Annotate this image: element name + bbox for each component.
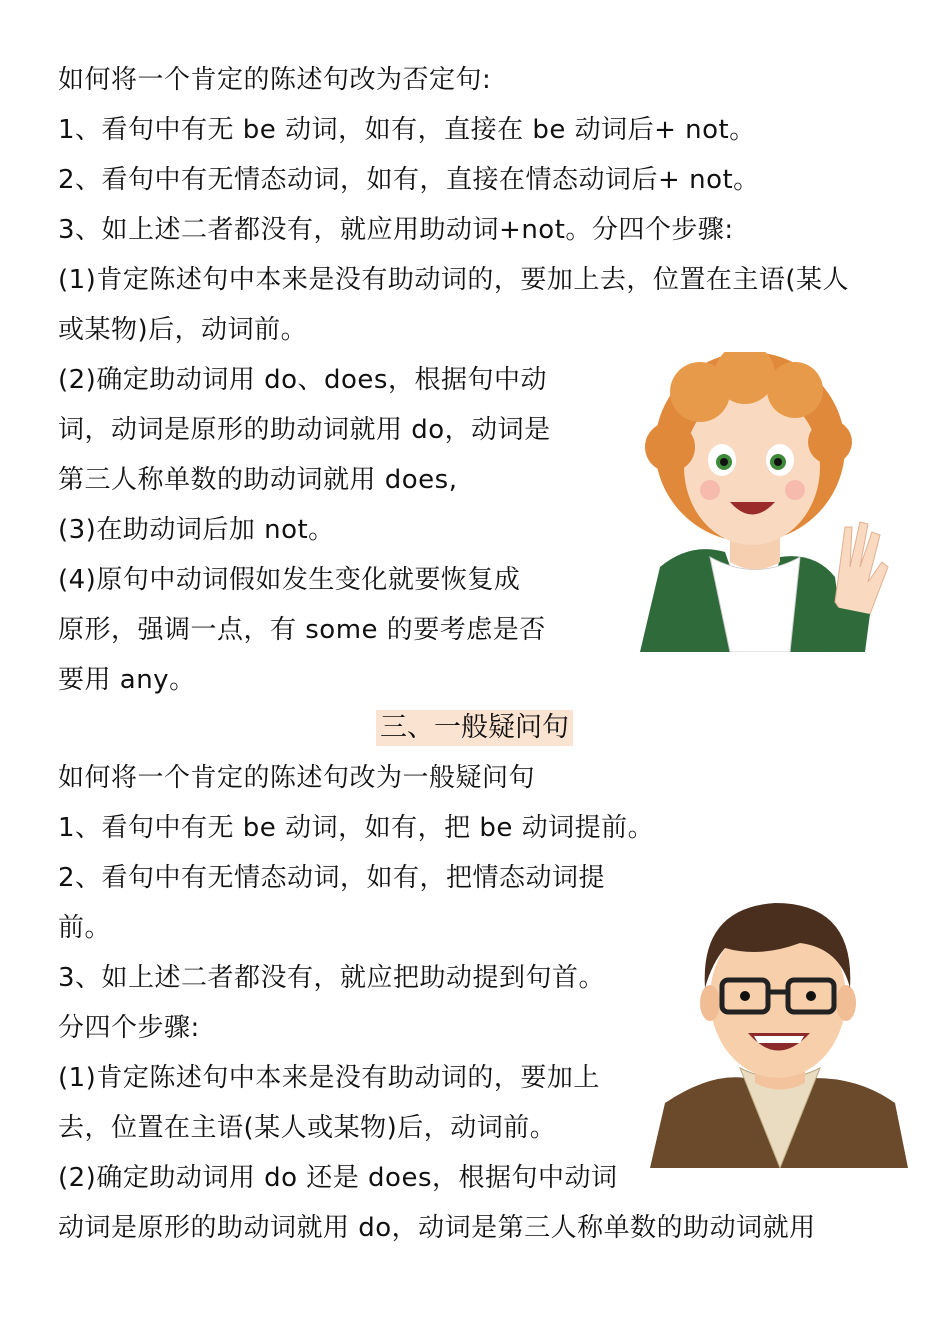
- text-line: 分四个步骤:: [58, 1013, 200, 1043]
- text-line: 1、看句中有无 be 动词，如有，直接在 be 动词后+ not。: [58, 115, 756, 145]
- text-line: (2)确定助动词用 do、does，根据句中动: [58, 365, 547, 395]
- text-line: 第三人称单数的助动词就用 does,: [58, 465, 458, 495]
- text-line: 2、看句中有无情态动词，如有，直接在情态动词后+ not。: [58, 165, 760, 195]
- text-line: 要用 any。: [58, 665, 196, 695]
- text-line: 原形，强调一点，有 some 的要考虑是否: [58, 615, 546, 645]
- text-line: 3、如上述二者都没有，就应把助动提到句首。: [58, 963, 606, 993]
- text-line: 1、看句中有无 be 动词，如有，把 be 动词提前。: [58, 813, 655, 843]
- text-line: 2、看句中有无情态动词，如有，把情态动词提: [58, 863, 606, 893]
- teacher-man-illustration: [650, 888, 910, 1168]
- text-line: (3)在助动词后加 not。: [58, 515, 335, 545]
- teacher-woman-illustration: [630, 352, 890, 652]
- text-line: (4)原句中动词假如发生变化就要恢复成: [58, 565, 521, 595]
- text-line: 或某物)后，动词前。: [58, 315, 308, 345]
- text-line: (1)肯定陈述句中本来是没有助动词的，要加上去，位置在主语(某人: [58, 265, 849, 295]
- text-line: 3、如上述二者都没有，就应用助动词+not。分四个步骤:: [58, 215, 734, 245]
- text-line: 如何将一个肯定的陈述句改为一般疑问句: [58, 763, 536, 793]
- text-line: 去，位置在主语(某人或某物)后，动词前。: [58, 1113, 557, 1143]
- text-line: 如何将一个肯定的陈述句改为否定句:: [58, 65, 492, 95]
- text-line: (1)肯定陈述句中本来是没有助动词的，要加上: [58, 1063, 600, 1093]
- text-line: (2)确定助动词用 do 还是 does，根据句中动词: [58, 1163, 618, 1193]
- section-heading: 三、一般疑问句: [376, 710, 573, 746]
- text-line: 前。: [58, 913, 112, 943]
- text-line: 词，动词是原形的助动词就用 do，动词是: [58, 415, 551, 445]
- text-line: 动词是原形的助动词就用 do，动词是第三人称单数的助动词就用: [58, 1213, 816, 1243]
